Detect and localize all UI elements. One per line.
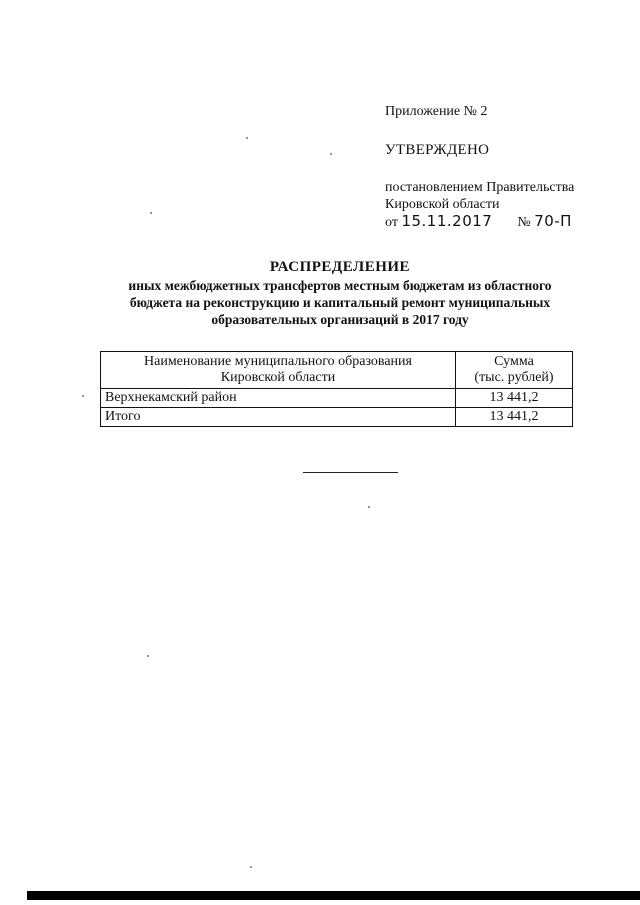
date-prefix: от [385, 215, 398, 230]
distribution-table [100, 351, 573, 427]
subtitle-line-1: иных межбюджетных трансфертов местным бюджетам из областного [128, 278, 552, 293]
table-row [101, 389, 573, 408]
subtitle-line-2: бюджета на реконструкцию и капитальный ремонт муниципальных [129, 295, 551, 310]
document-heading [90, 258, 590, 328]
row-sum: 13 441,2 [456, 408, 573, 427]
table-header-row [101, 352, 573, 389]
scan-speck [147, 655, 149, 657]
table-row-total [101, 408, 573, 427]
scan-speck [82, 395, 84, 397]
approval-block [385, 103, 625, 231]
row-name: Верхнекамский район [101, 389, 456, 408]
number-prefix: № [517, 215, 531, 230]
document-subtitle [90, 277, 590, 328]
decree-line-2: Кировской области [385, 197, 500, 212]
scan-speck [330, 153, 332, 155]
scan-speck [368, 506, 370, 508]
subtitle-line-3: образовательных организаций в 2017 году [211, 312, 469, 327]
column-header-name: Наименование муниципального образования Кировской области [101, 352, 456, 389]
decree-reference [385, 179, 625, 231]
scan-speck [250, 866, 252, 868]
column-header-sum: Сумма (тыс. рублей) [456, 352, 573, 389]
row-name: Итого [101, 408, 456, 427]
row-sum: 13 441,2 [456, 389, 573, 408]
decree-line-1: постановлением Правительства [385, 180, 575, 195]
decree-number: 70-П [534, 212, 572, 230]
appendix-number: Приложение № 2 [385, 104, 488, 119]
scan-speck [246, 137, 248, 139]
decree-date-line [385, 213, 625, 231]
document-title: РАСПРЕДЕЛЕНИЕ [269, 259, 411, 275]
scan-edge-bar [27, 891, 640, 900]
closing-rule [303, 472, 398, 473]
approved-stamp: УТВЕРЖДЕНО [385, 142, 490, 158]
decree-date: 15.11.2017 [401, 212, 493, 230]
scan-speck [150, 212, 152, 214]
